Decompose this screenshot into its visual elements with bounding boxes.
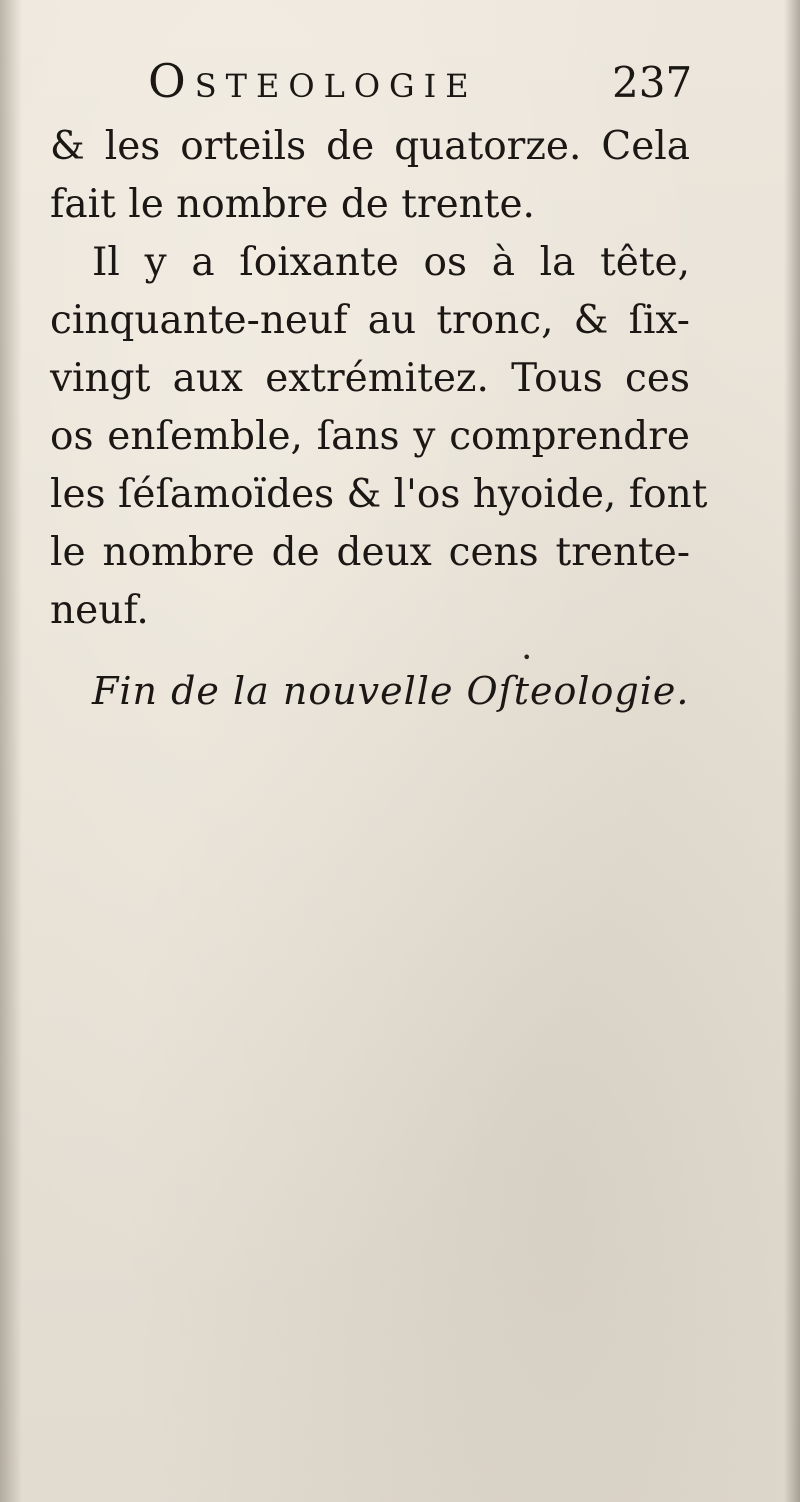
text-line: cinquante-neuf au tronc, & ſix- bbox=[50, 298, 690, 343]
text-line: os enſemble, ſans y comprendre bbox=[50, 414, 690, 459]
text-line: fait le nombre de trente. bbox=[50, 182, 535, 227]
text-line: les ſéſamoïdes & l'os hyoide, font bbox=[50, 472, 708, 517]
finis-line: Fin de la nouvelle Oſteologie. bbox=[92, 669, 690, 713]
page-number: 237 bbox=[612, 58, 693, 107]
running-head: Osteologie bbox=[148, 54, 478, 108]
text-line: & les orteils de quatorze. Cela bbox=[50, 124, 690, 169]
text-line: Il y a ſoixante os à la tête, bbox=[92, 240, 690, 285]
text-line: le nombre de deux cens trente- bbox=[50, 530, 690, 575]
verso-show-through bbox=[60, 520, 700, 1400]
text-line: vingt aux extrémitez. Tous ces bbox=[50, 356, 690, 401]
ornament-mark: • bbox=[522, 648, 532, 667]
text-line: neuf. bbox=[50, 588, 149, 633]
body-text bbox=[50, 118, 708, 640]
